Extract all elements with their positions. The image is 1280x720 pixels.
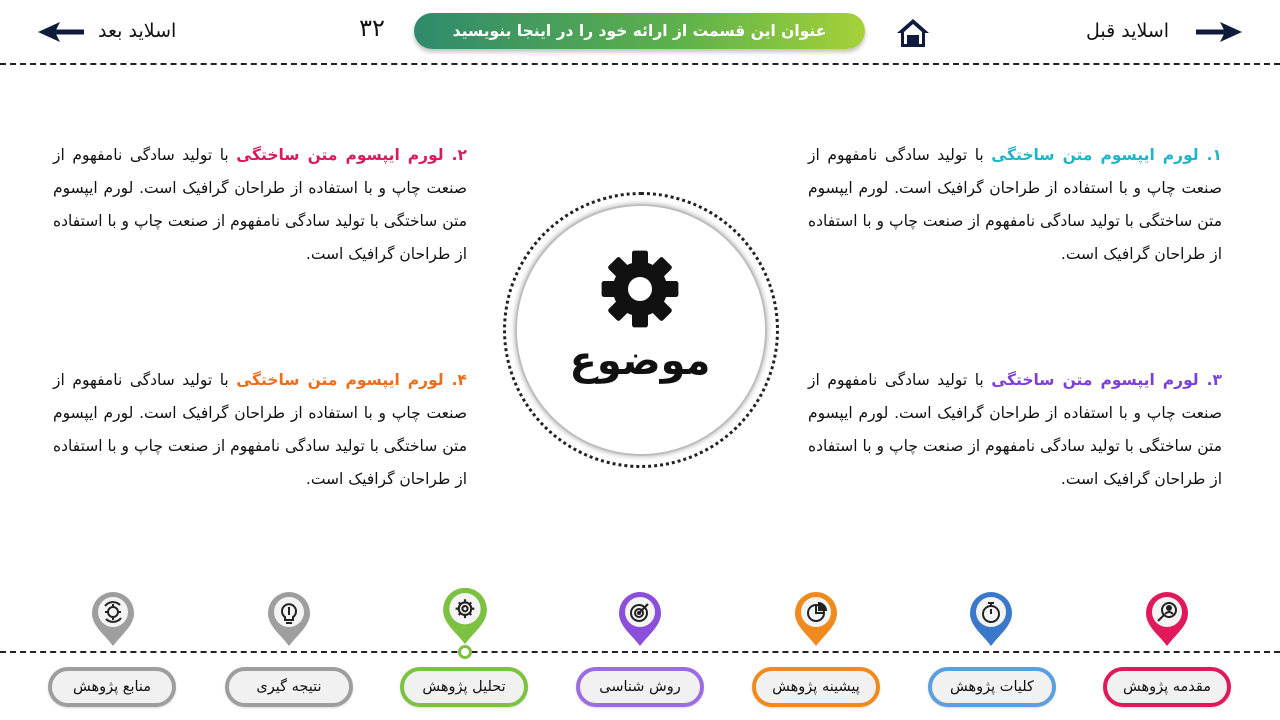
nav-pill-analysis[interactable] [400, 667, 528, 707]
block-3-body: با تولید سادگی نامفهوم از صنعت چاپ و با استفاده از طراحان گرافیک است. لورم ایپسوم متن ساختگی با تولید سادگی نامفهوم از صنعت چاپ و با استفاده از طراحان گرافیک است. [808, 371, 1222, 488]
nav-pill-label: منابع پژوهش [72, 679, 152, 695]
home-button[interactable] [896, 16, 930, 50]
block-2-heading: ۲. لورم ایپسوم متن ساختگی [236, 146, 467, 164]
nav-marker-method[interactable] [617, 590, 663, 648]
nav-marker-intro[interactable] [1144, 590, 1190, 648]
nav-pill-label: مقدمه پژوهش [1122, 679, 1212, 695]
block-2-body: با تولید سادگی نامفهوم از صنعت چاپ و با استفاده از طراحان گرافیک است. لورم ایپسوم متن ساختگی با تولید سادگی نامفهوم از صنعت چاپ و با استفاده از طراحان گرافیک است. [53, 146, 467, 263]
section-title-text: عنوان این قسمت از ارائه خود را در اینجا بنویسید [452, 22, 827, 40]
nav-marker-literature[interactable] [793, 590, 839, 648]
nav-pill-literature[interactable] [752, 667, 880, 707]
nav-pill-label: تحلیل پژوهش [422, 679, 506, 695]
next-slide-label: اسلاید بعد [98, 20, 177, 42]
arrow-right-icon [1196, 20, 1242, 44]
nav-marker-conclusion[interactable] [266, 590, 312, 648]
previous-slide-button[interactable] [1086, 14, 1256, 50]
content-block-3 [808, 364, 1222, 496]
nav-marker-analysis[interactable] [441, 585, 489, 647]
section-title-banner [414, 13, 865, 49]
content-block-2 [53, 139, 467, 271]
block-4-body: با تولید سادگی نامفهوم از صنعت چاپ و با استفاده از طراحان گرافیک است. لورم ایپسوم متن ساختگی با تولید سادگی نامفهوم از صنعت چاپ و با استفاده از طراحان گرافیک است. [53, 371, 467, 488]
nav-pill-label: پیشینه پژوهش [772, 679, 860, 695]
nav-pill-label: روش شناسی [599, 679, 681, 695]
arrow-left-icon [38, 20, 84, 44]
content-block-4 [53, 364, 467, 496]
nav-pill-intro[interactable] [1103, 667, 1231, 707]
header-divider [0, 63, 1280, 65]
nav-pill-conclusion[interactable] [225, 667, 353, 707]
page-number: ۳۲ [359, 14, 385, 42]
nav-marker-references[interactable] [90, 590, 136, 648]
gear-icon [600, 249, 680, 329]
block-1-body: با تولید سادگی نامفهوم از صنعت چاپ و با استفاده از طراحان گرافیک است. لورم ایپسوم متن ساختگی با تولید سادگی نامفهوم از صنعت چاپ و با استفاده از طراحان گرافیک است. [808, 146, 1222, 263]
nav-marker-overview[interactable] [968, 590, 1014, 648]
previous-slide-label: اسلاید قبل [1086, 20, 1170, 42]
nav-pill-references[interactable] [48, 667, 176, 707]
block-1-heading: ۱. لورم ایپسوم متن ساختگی [991, 146, 1222, 164]
timeline-divider [0, 651, 1280, 653]
topic-circle [515, 204, 767, 456]
home-icon [896, 16, 930, 50]
active-step-indicator [458, 645, 472, 659]
nav-pill-label: کلیات پژوهش [950, 679, 1034, 695]
nav-pill-label: نتیجه گیری [256, 679, 322, 695]
content-block-1 [808, 139, 1222, 271]
block-3-heading: ۳. لورم ایپسوم متن ساختگی [991, 371, 1222, 389]
topic-title: موضوع [569, 338, 711, 384]
nav-pill-overview[interactable] [928, 667, 1056, 707]
nav-pill-method[interactable] [576, 667, 704, 707]
block-4-heading: ۴. لورم ایپسوم متن ساختگی [236, 371, 467, 389]
next-slide-button[interactable] [38, 14, 198, 50]
